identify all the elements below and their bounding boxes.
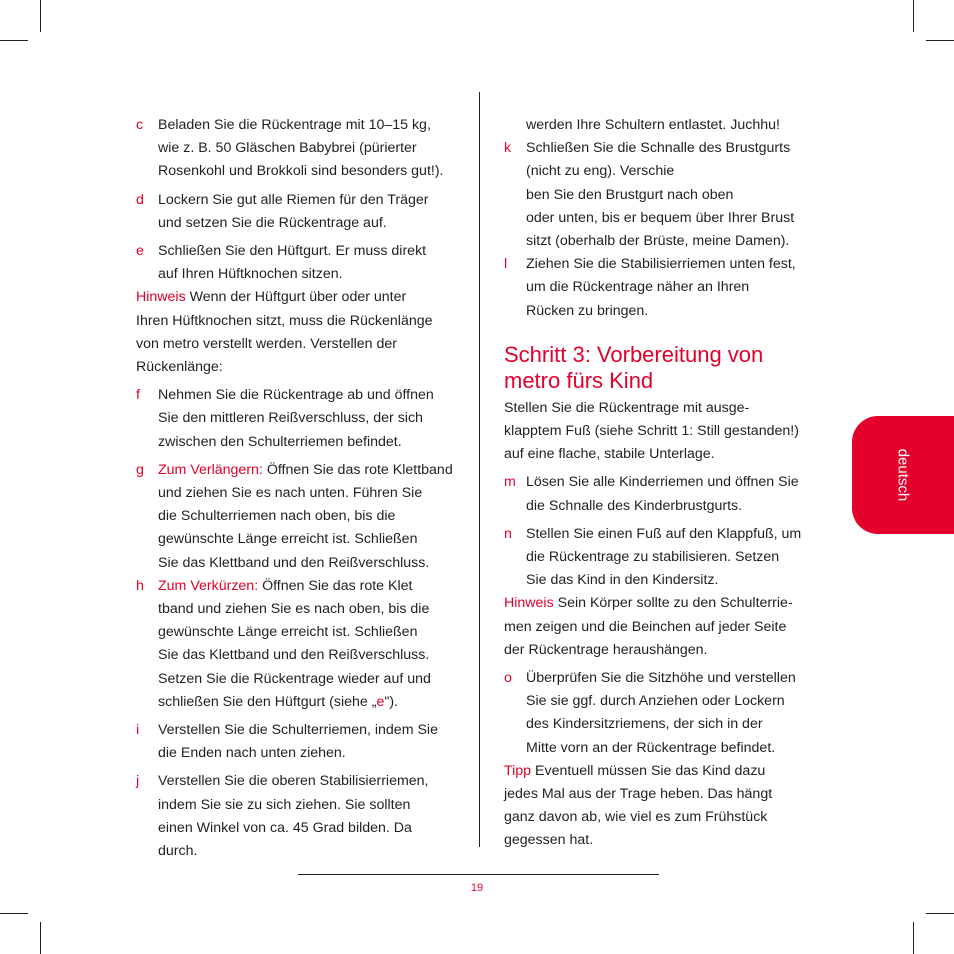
note-line: Eventuell müssen Sie das Kind dazu [531, 762, 766, 779]
note-line: Sein Körper sollte zu den Schulterrie- [553, 595, 793, 612]
crop-mark [40, 922, 41, 954]
step-line: Sie das Klettband und den Reißverschluss. [158, 647, 430, 664]
step-letter: e [136, 243, 144, 260]
step-line: Schließen Sie die Schnalle des Brustgurts [526, 140, 791, 157]
step-line: und ziehen Sie es nach unten. Führen Sie [158, 485, 423, 502]
step-letter: f [136, 387, 140, 404]
crop-mark [40, 0, 41, 32]
crop-mark [913, 0, 914, 32]
note-line: gegessen hat. [504, 832, 594, 849]
step-letter: c [136, 117, 144, 133]
step-line: oder unten, bis er bequem über Ihrer Brust [526, 209, 795, 226]
intro-line: Stellen Sie die Rückentrage mit ausge- [504, 399, 750, 416]
step-letter: i [136, 722, 140, 739]
step-line: die Schulterriemen nach oben, bis die [158, 508, 396, 525]
section-intro [504, 397, 816, 467]
step-line: Öffnen Sie das rote Klettband [262, 461, 453, 478]
column-divider [479, 92, 480, 847]
step-line: Sie das Klettband und den Reißverschluss. [158, 554, 430, 571]
step-letter: g [136, 461, 144, 478]
hinweis-label: Hinweis [136, 289, 186, 306]
step-line: des Kindersitzriemens, der sich in der [526, 716, 763, 733]
step-line: Lösen Sie alle Kinderriemen und öffnen Sie [526, 474, 799, 491]
step-line: schließen Sie den Hüftgurt (siehe „ [158, 693, 377, 710]
note-line: ganz davon ab, wie viel es zum Frühstück [504, 809, 768, 826]
crop-mark [926, 913, 954, 914]
step-line: Lockern Sie gut alle Riemen für den Träger [158, 191, 429, 208]
note-line: men zeigen und die Beinchen auf jeder Seite [504, 618, 787, 635]
step-line: gewünschte Länge erreicht ist. Schließen [158, 531, 418, 548]
step-line: sitzt (oberhalb der Brüste, meine Damen). [526, 233, 790, 250]
step-label: Zum Verlängern: [158, 461, 263, 478]
step-line: Schließen Sie den Hüftgurt. Er muss direkt [158, 243, 427, 260]
step-k [504, 137, 816, 253]
step-letter: k [504, 140, 512, 157]
step-line: Mitte vorn an der Rückentrage befindet. [526, 739, 776, 756]
step-e [136, 240, 456, 286]
crop-mark [926, 40, 954, 41]
section-heading [504, 342, 816, 394]
step-letter: m [504, 474, 516, 491]
note-line: Ihren Hüftknochen sitzt, muss die Rückenlänge [136, 312, 433, 329]
step-line: einen Winkel von ca. 45 Grad bilden. Da [158, 819, 412, 836]
crop-mark [0, 40, 28, 41]
step-line: ben Sie den Brustgurt nach oben [526, 186, 734, 203]
language-tab-label: deutsch [894, 448, 912, 502]
tipp-label: Tipp [504, 762, 532, 779]
step-line: wie z. B. 50 Gläschen Babybrei (pürierter [158, 140, 417, 157]
step-line: und setzen Sie die Rückentrage auf. [158, 214, 387, 231]
hinweis-label: Hinweis [504, 595, 554, 612]
language-tab [852, 416, 954, 534]
step-reference: e [376, 693, 385, 710]
step-label: Zum Verkürzen: [158, 577, 259, 594]
note-line: von metro verstellt werden. Verstellen der [136, 335, 398, 352]
step-line: Sie den mittleren Reißverschluss, der sich [158, 410, 423, 427]
step-line: um die Rückentrage näher an Ihren [526, 279, 750, 296]
footer-rule [298, 874, 659, 875]
step-n [504, 523, 816, 593]
left-column [136, 114, 456, 863]
step-line: Rosenkohl und Brokkoli sind besonders gut!). [158, 163, 444, 180]
step-c [136, 114, 456, 184]
step-i [136, 719, 456, 765]
page-number: 19 [470, 882, 484, 894]
step-line: Überprüfen Sie die Sitzhöhe und verstellen [526, 670, 796, 687]
step-l [504, 253, 816, 323]
step-line: (nicht zu eng). Verschie [526, 163, 675, 180]
step-letter: d [136, 191, 144, 208]
right-column [504, 114, 816, 853]
step-line: indem Sie sie zu sich ziehen. Sie sollten [158, 796, 411, 813]
step-line: auf Ihren Hüftknochen sitzen. [158, 266, 343, 283]
step-line: Beladen Sie die Rückentrage mit 10–15 kg, [158, 117, 431, 133]
step-line: die Rückentrage zu stabilisieren. Setzen [526, 549, 780, 566]
crop-mark [913, 922, 914, 954]
intro-line: auf eine flache, stabile Unterlage. [504, 446, 715, 463]
step-letter: h [136, 577, 144, 594]
step-line: gewünschte Länge erreicht ist. Schließen [158, 624, 418, 641]
crop-mark [0, 913, 28, 914]
note-line: Wenn der Hüftgurt über oder unter [185, 289, 407, 306]
step-d [136, 189, 456, 235]
step-line: Sie sie ggf. durch Anziehen oder Lockern [526, 693, 785, 710]
hinweis-note [136, 286, 456, 379]
step-line: Öffnen Sie das rote Klet [258, 577, 413, 594]
step-letter: o [504, 670, 512, 687]
step-line: Nehmen Sie die Rückentrage ab und öffnen [158, 387, 434, 404]
step-line: Sie das Kind in den Kindersitz. [526, 572, 719, 589]
step-line: tband und ziehen Sie es nach oben, bis die [158, 601, 430, 618]
step-line: Verstellen Sie die oberen Stabilisierriemen, [158, 773, 429, 790]
step-line: Rücken zu bringen. [526, 302, 649, 319]
step-line: die Enden nach unten ziehen. [158, 745, 346, 762]
intro-line: klapptem Fuß (siehe Schritt 1: Still gestanden!) [504, 423, 799, 440]
step-f [136, 384, 456, 454]
step-letter: j [136, 773, 140, 790]
step-o [504, 667, 816, 760]
step-line: Ziehen Sie die Stabilisierriemen unten fest, [526, 256, 796, 273]
step-line: werden Ihre Schultern entlastet. Juchhu! [526, 117, 780, 133]
heading-line: Schritt 3: Vorbereitung von [504, 341, 764, 367]
step-line: Stellen Sie einen Fuß auf den Klappfuß, um [526, 525, 802, 542]
step-line: Verstellen Sie die Schulterriemen, indem Sie [158, 722, 438, 739]
step-line: zwischen den Schulterriemen befindet. [158, 433, 402, 450]
step-h [136, 575, 456, 714]
step-g [136, 459, 456, 575]
step-letter: n [504, 525, 512, 542]
note-line: jedes Mal aus der Trage heben. Das hängt [504, 786, 773, 803]
hinweis-note [504, 592, 816, 662]
step-line: die Schnalle des Kinderbrustgurts. [526, 497, 743, 514]
step-line: "). [384, 693, 399, 710]
step-line: durch. [158, 843, 198, 860]
note-line: Rückenlänge: [136, 359, 223, 376]
step-m [504, 471, 816, 517]
heading-line: metro fürs Kind [504, 367, 654, 393]
step-j [136, 770, 456, 863]
note-line: der Rückentrage heraushängen. [504, 641, 708, 658]
step-letter: l [504, 256, 508, 273]
step-continuation [504, 114, 816, 137]
tipp-note [504, 760, 816, 853]
step-line: Setzen Sie die Rückentrage wieder auf und [158, 670, 431, 687]
